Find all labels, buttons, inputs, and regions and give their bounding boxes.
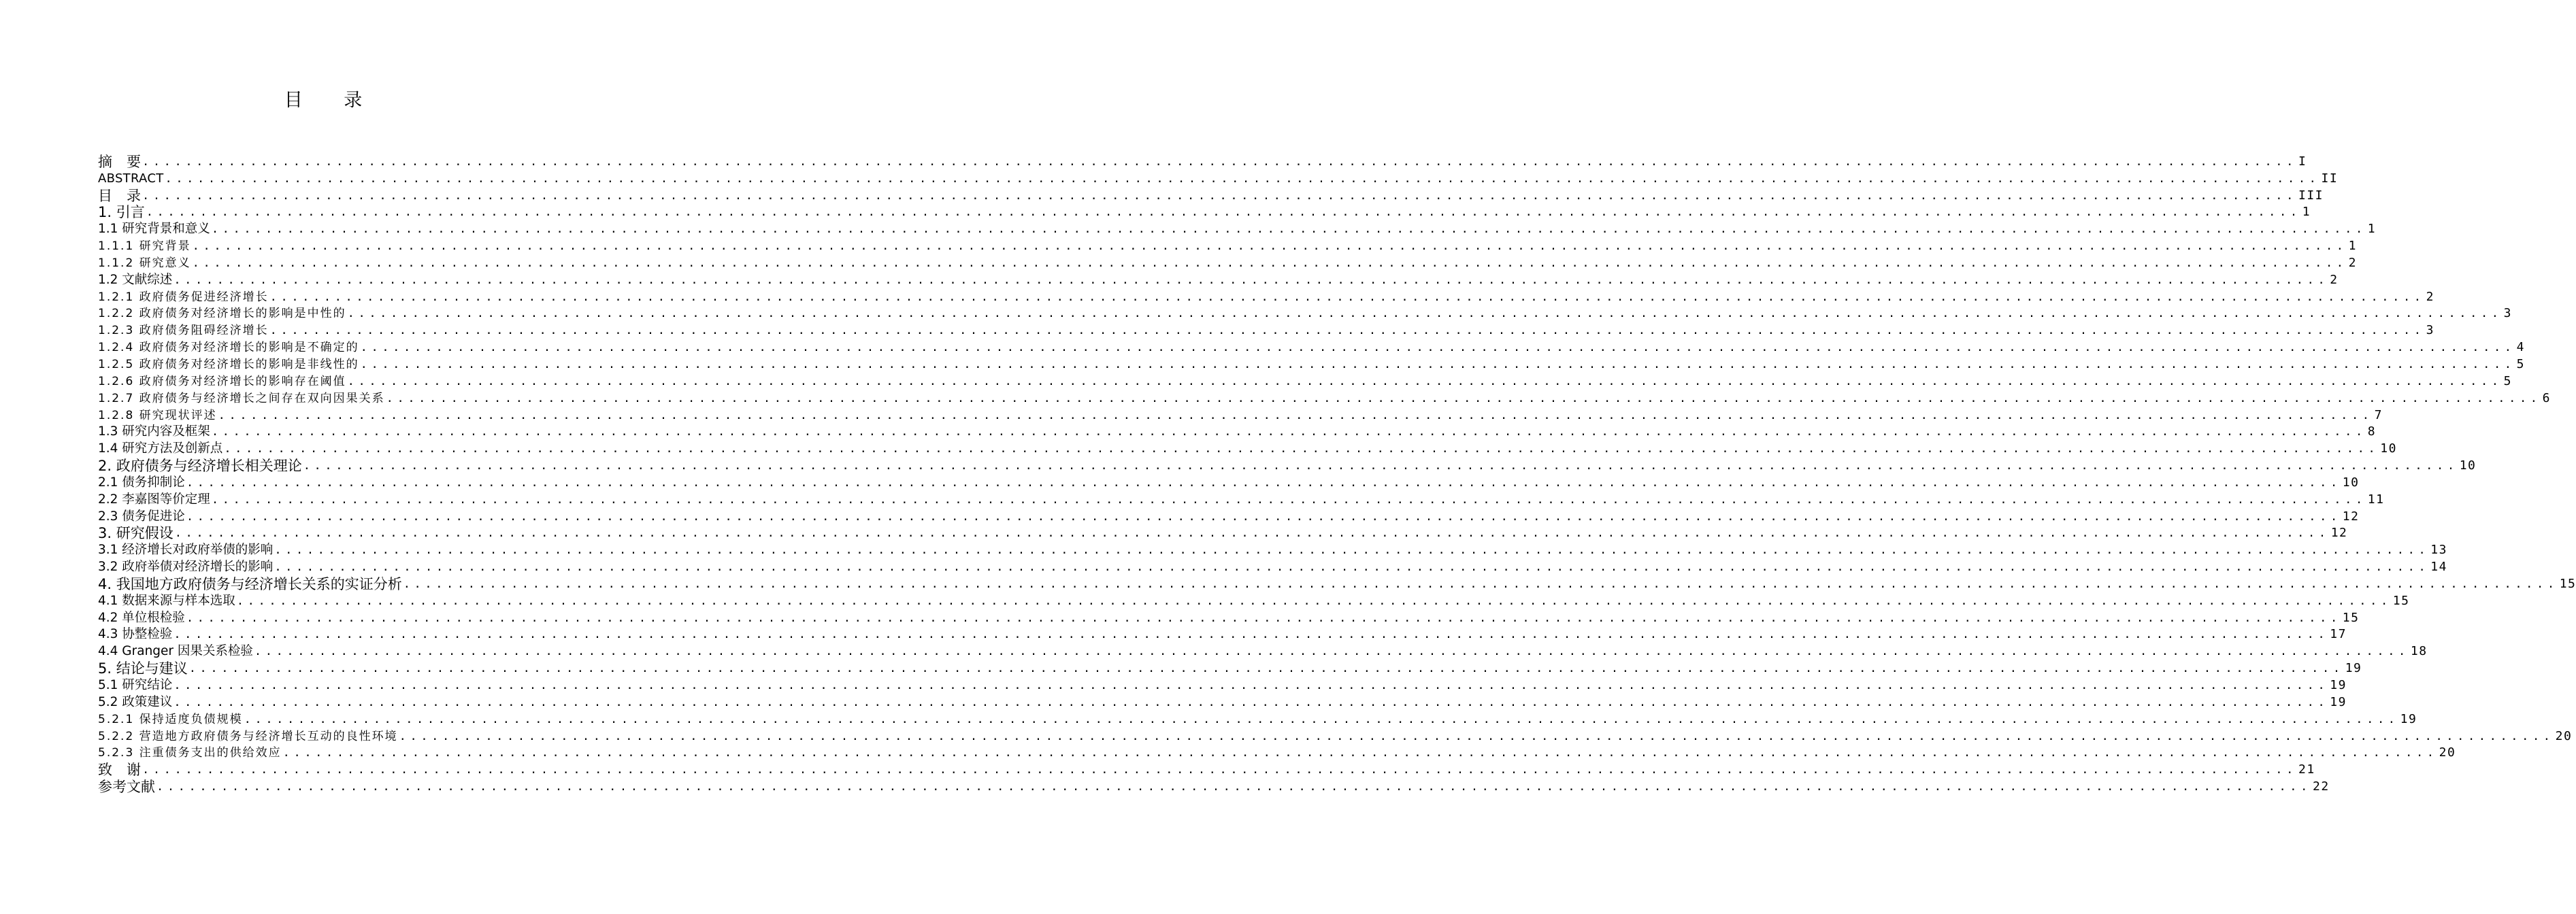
toc-entry-page-number: 19 <box>2330 694 2347 709</box>
toc-dot-leader: ........................................................................................................................................................................................................ <box>192 256 2347 270</box>
toc-entry[interactable] <box>98 592 2410 609</box>
toc-dot-leader: ........................................................................................................................................................................................................ <box>165 171 2320 186</box>
toc-dot-leader: ........................................................................................................................................................................................................ <box>254 645 2409 659</box>
toc-dot-leader: ........................................................................................................................................................................................................ <box>218 408 2373 422</box>
toc-entry[interactable] <box>98 389 2551 406</box>
toc-entry-page-number: 22 <box>2312 779 2330 794</box>
toc-entry-page-number: 10 <box>2342 475 2360 490</box>
toc-entry-page-number: 21 <box>2298 762 2315 777</box>
toc-entry-label: 4.2 单位根检验 <box>98 610 185 625</box>
toc-entry[interactable] <box>98 186 2324 204</box>
toc-dot-leader: ........................................................................................................................................................................................................ <box>282 746 2438 760</box>
toc-dot-leader: ........................................................................................................................................................................................................ <box>186 475 2341 490</box>
toc-entry[interactable] <box>98 760 2315 779</box>
toc-entry[interactable] <box>98 254 2357 271</box>
toc-entry-page-number: 15 <box>2392 593 2410 608</box>
toc-entry-label: 1.2.6 政府债务对经济增长的影响存在阈值 <box>98 374 346 388</box>
toc-entry[interactable] <box>98 169 2339 186</box>
toc-entry-page-number: 12 <box>2330 526 2348 541</box>
toc-entry-page-number: 6 <box>2542 390 2551 405</box>
toc-entry-label: 3.2 政府举债对经济增长的影响 <box>98 560 274 575</box>
toc-entry-page-number: 17 <box>2330 627 2347 642</box>
toc-entry-page-number: 20 <box>2439 745 2456 760</box>
toc-entry-page-number: 2 <box>2348 255 2357 270</box>
toc-entry[interactable] <box>98 203 2311 221</box>
toc-dot-leader: ........................................................................................................................................................................................................ <box>174 526 2330 541</box>
toc-entry-label: 3.1 经济增长对政府举债的影响 <box>98 543 274 558</box>
toc-entry-page-number: 2 <box>2330 272 2339 287</box>
toc-entry-label: 1.2.4 政府债务对经济增长的影响是不确定的 <box>98 341 359 355</box>
toc-entry-page-number: 5 <box>2503 373 2512 388</box>
toc-entry-page-number: 14 <box>2430 560 2447 575</box>
toc-entry-label: 1.2.3 政府债务阻碍经济增长 <box>98 324 269 338</box>
toc-entry[interactable] <box>98 406 2383 423</box>
toc-entry-page-number: III <box>2298 188 2324 203</box>
toc-entry-label: 1.1 研究背景和意义 <box>98 222 210 237</box>
toc-dot-leader: ........................................................................................................................................................................................................ <box>211 222 2366 237</box>
toc-entry-label: 1.2 文献综述 <box>98 272 173 287</box>
toc-dot-leader: ........................................................................................................................................................................................................ <box>211 492 2366 507</box>
toc-entry-page-number: 8 <box>2367 424 2377 439</box>
toc-entry-page-number: 5 <box>2516 356 2525 371</box>
toc-dot-leader: ........................................................................................................................................................................................................ <box>386 391 2541 405</box>
toc-dot-leader: ........................................................................................................................................................................................................ <box>142 188 2297 203</box>
toc-entry-page-number: 3 <box>2503 306 2512 321</box>
toc-dot-leader: ........................................................................................................................................................................................................ <box>269 290 2425 304</box>
toc-entry-label: ABSTRACT <box>98 171 164 186</box>
toc-entry[interactable] <box>98 473 2360 490</box>
toc-dot-leader: ........................................................................................................................................................................................................ <box>360 341 2515 355</box>
toc-entry[interactable] <box>98 305 2512 322</box>
toc-entry[interactable] <box>98 423 2377 440</box>
toc-entry-label: 5.2 政策建议 <box>98 694 173 709</box>
toc-entry-page-number: I <box>2298 154 2307 169</box>
toc-entry-label: 1.2.1 政府债务促进经济增长 <box>98 290 269 304</box>
toc-dot-leader: ........................................................................................................................................................................................................ <box>142 154 2297 169</box>
toc-entry-page-number: 13 <box>2430 543 2447 558</box>
toc-entry-label: 5. 结论与建议 <box>98 660 188 677</box>
toc-entry[interactable] <box>98 541 2447 558</box>
toc-entry-page-number: 19 <box>2400 711 2417 726</box>
toc-entry-page-number: 11 <box>2367 492 2385 507</box>
toc-entry[interactable] <box>98 355 2525 372</box>
toc-entry-label: 5.2.3 注重债务支出的供给效应 <box>98 746 282 760</box>
page-title: 目 录 <box>284 90 380 111</box>
toc-dot-leader: ........................................................................................................................................................................................................ <box>156 780 2311 794</box>
toc-entry[interactable] <box>98 575 2576 592</box>
toc-entry-page-number: 2 <box>2426 289 2434 304</box>
toc-entry[interactable] <box>98 659 2362 677</box>
toc-entry-page-number: 12 <box>2342 509 2360 524</box>
toc-entry-label: 1.4 研究方法及创新点 <box>98 441 223 456</box>
toc-dot-leader: ........................................................................................................................................................................................................ <box>174 628 2329 642</box>
toc-entry-label: 1.2.5 政府债务对经济增长的影响是非线性的 <box>98 357 359 371</box>
toc-dot-leader: ........................................................................................................................................................................................................ <box>211 425 2366 439</box>
toc-entry-label: 5.1 研究结论 <box>98 678 173 692</box>
toc-dot-leader: ........................................................................................................................................................................................................ <box>360 357 2515 371</box>
toc-entry[interactable] <box>98 609 2360 626</box>
toc-entry-label: 4.1 数据来源与样本选取 <box>98 593 235 608</box>
toc-entry[interactable] <box>98 524 2348 542</box>
toc-dot-leader: ........................................................................................................................................................................................................ <box>186 611 2341 625</box>
toc-entry-label: 致 谢 <box>98 762 141 779</box>
toc-entry[interactable] <box>98 271 2339 288</box>
toc-entry-page-number: 15 <box>2559 576 2576 591</box>
toc-entry[interactable] <box>98 727 2573 744</box>
toc-entry[interactable] <box>98 220 2377 237</box>
toc-entry-label: 2.2 李嘉图等价定理 <box>98 492 210 507</box>
toc-dot-leader: ........................................................................................................................................................................................................ <box>274 543 2430 558</box>
toc-dot-leader: ........................................................................................................................................................................................................ <box>224 442 2379 456</box>
toc-entry-label: 目 录 <box>98 187 141 204</box>
toc-entry-label: 3. 研究假设 <box>98 525 174 542</box>
toc-entry[interactable] <box>98 490 2385 507</box>
toc-dot-leader: ........................................................................................................................................................................................................ <box>403 577 2558 591</box>
toc-entry-label: 2. 政府债务与经济增长相关理论 <box>98 458 302 475</box>
toc-entry-label: 4.3 协整检验 <box>98 627 173 642</box>
toc-entry-label: 摘 要 <box>98 153 141 170</box>
toc-entry-page-number: 10 <box>2459 458 2477 473</box>
toc-dot-leader: ........................................................................................................................................................................................................ <box>269 324 2425 338</box>
toc-entry[interactable] <box>98 777 2330 796</box>
toc-entry-page-number: 19 <box>2345 661 2362 676</box>
toc-entry[interactable] <box>98 744 2456 761</box>
toc-entry-page-number: 19 <box>2330 678 2347 692</box>
toc-dot-leader: ........................................................................................................................................................................................................ <box>244 712 2399 726</box>
toc-entry-page-number: 1 <box>2302 205 2311 220</box>
toc-entry-label: 4.4 Granger 因果关系检验 <box>98 644 253 659</box>
toc-dot-leader: ........................................................................................................................................................................................................ <box>192 239 2347 254</box>
toc-entry[interactable] <box>98 507 2360 524</box>
toc-entry-label: 1.2.8 研究现状评述 <box>98 408 217 422</box>
toc-entry[interactable] <box>98 626 2347 643</box>
toc-dot-leader: ........................................................................................................................................................................................................ <box>188 662 2344 676</box>
toc-entry-label: 2.3 债务促进论 <box>98 509 185 524</box>
toc-entry-page-number: 15 <box>2342 610 2360 625</box>
toc-entry-label: 1.2.7 政府债务与经济增长之间存在双向因果关系 <box>98 391 385 405</box>
toc-entry[interactable] <box>98 338 2525 355</box>
toc-entry-page-number: 3 <box>2426 323 2434 338</box>
toc-dot-leader: ........................................................................................................................................................................................................ <box>347 307 2503 321</box>
toc-entry[interactable] <box>98 288 2434 305</box>
toc-dot-leader: ........................................................................................................................................................................................................ <box>174 679 2329 692</box>
toc-entry-label: 5.2.2 营造地方政府债务与经济增长互动的良性环境 <box>98 729 398 743</box>
toc-entry-label: 1. 引言 <box>98 204 145 221</box>
toc-entry[interactable] <box>98 439 2397 456</box>
toc-entry-page-number: 10 <box>2380 441 2397 456</box>
toc-entry-page-number: 18 <box>2410 644 2428 659</box>
toc-entry-label: 参考文献 <box>98 779 155 796</box>
toc-entry-label: 2.1 债务抑制论 <box>98 475 185 490</box>
toc-entry-label: 1.1.1 研究背景 <box>98 239 191 254</box>
toc-dot-leader: ........................................................................................................................................................................................................ <box>399 729 2554 743</box>
toc-dot-leader: ........................................................................................................................................................................................................ <box>174 273 2329 287</box>
toc-entry-label: 5.2.1 保持适度负债规模 <box>98 712 243 726</box>
toc-entry[interactable] <box>98 693 2347 710</box>
toc-dot-leader: ........................................................................................................................................................................................................ <box>236 594 2392 608</box>
toc-entry[interactable] <box>98 152 2307 170</box>
toc-dot-leader: ........................................................................................................................................................................................................ <box>274 560 2430 575</box>
toc-entry[interactable] <box>98 237 2357 254</box>
toc-entry-page-number: 20 <box>2555 728 2573 743</box>
toc-entry-page-number: 7 <box>2374 407 2383 422</box>
toc-entry-label: 4. 我国地方政府债务与经济增长关系的实证分析 <box>98 575 402 592</box>
toc-dot-leader: ........................................................................................................................................................................................................ <box>347 374 2503 388</box>
toc-entry-label: 1.3 研究内容及框架 <box>98 424 210 439</box>
toc-entry[interactable] <box>98 321 2434 338</box>
toc-dot-leader: ........................................................................................................................................................................................................ <box>186 509 2341 524</box>
toc-entry[interactable] <box>98 676 2347 693</box>
toc-entry-label: 1.2.2 政府债务对经济增长的影响是中性的 <box>98 307 346 321</box>
toc-entry-label: 1.1.2 研究意义 <box>98 256 191 270</box>
toc-entry[interactable] <box>98 456 2477 475</box>
toc-entry-page-number: II <box>2321 171 2339 186</box>
toc-dot-leader: ........................................................................................................................................................................................................ <box>303 459 2458 473</box>
toc-entry[interactable] <box>98 642 2428 659</box>
toc-dot-leader: ........................................................................................................................................................................................................ <box>146 205 2301 220</box>
toc-entry[interactable] <box>98 558 2447 575</box>
toc-entry[interactable] <box>98 372 2512 389</box>
toc-entry-page-number: 4 <box>2516 340 2525 355</box>
toc-entry[interactable] <box>98 710 2417 727</box>
table-of-contents <box>98 152 2576 796</box>
toc-entry-page-number: 1 <box>2367 222 2377 237</box>
toc-dot-leader: ........................................................................................................................................................................................................ <box>142 763 2297 777</box>
toc-dot-leader: ........................................................................................................................................................................................................ <box>174 695 2329 709</box>
toc-entry-page-number: 1 <box>2348 239 2357 254</box>
